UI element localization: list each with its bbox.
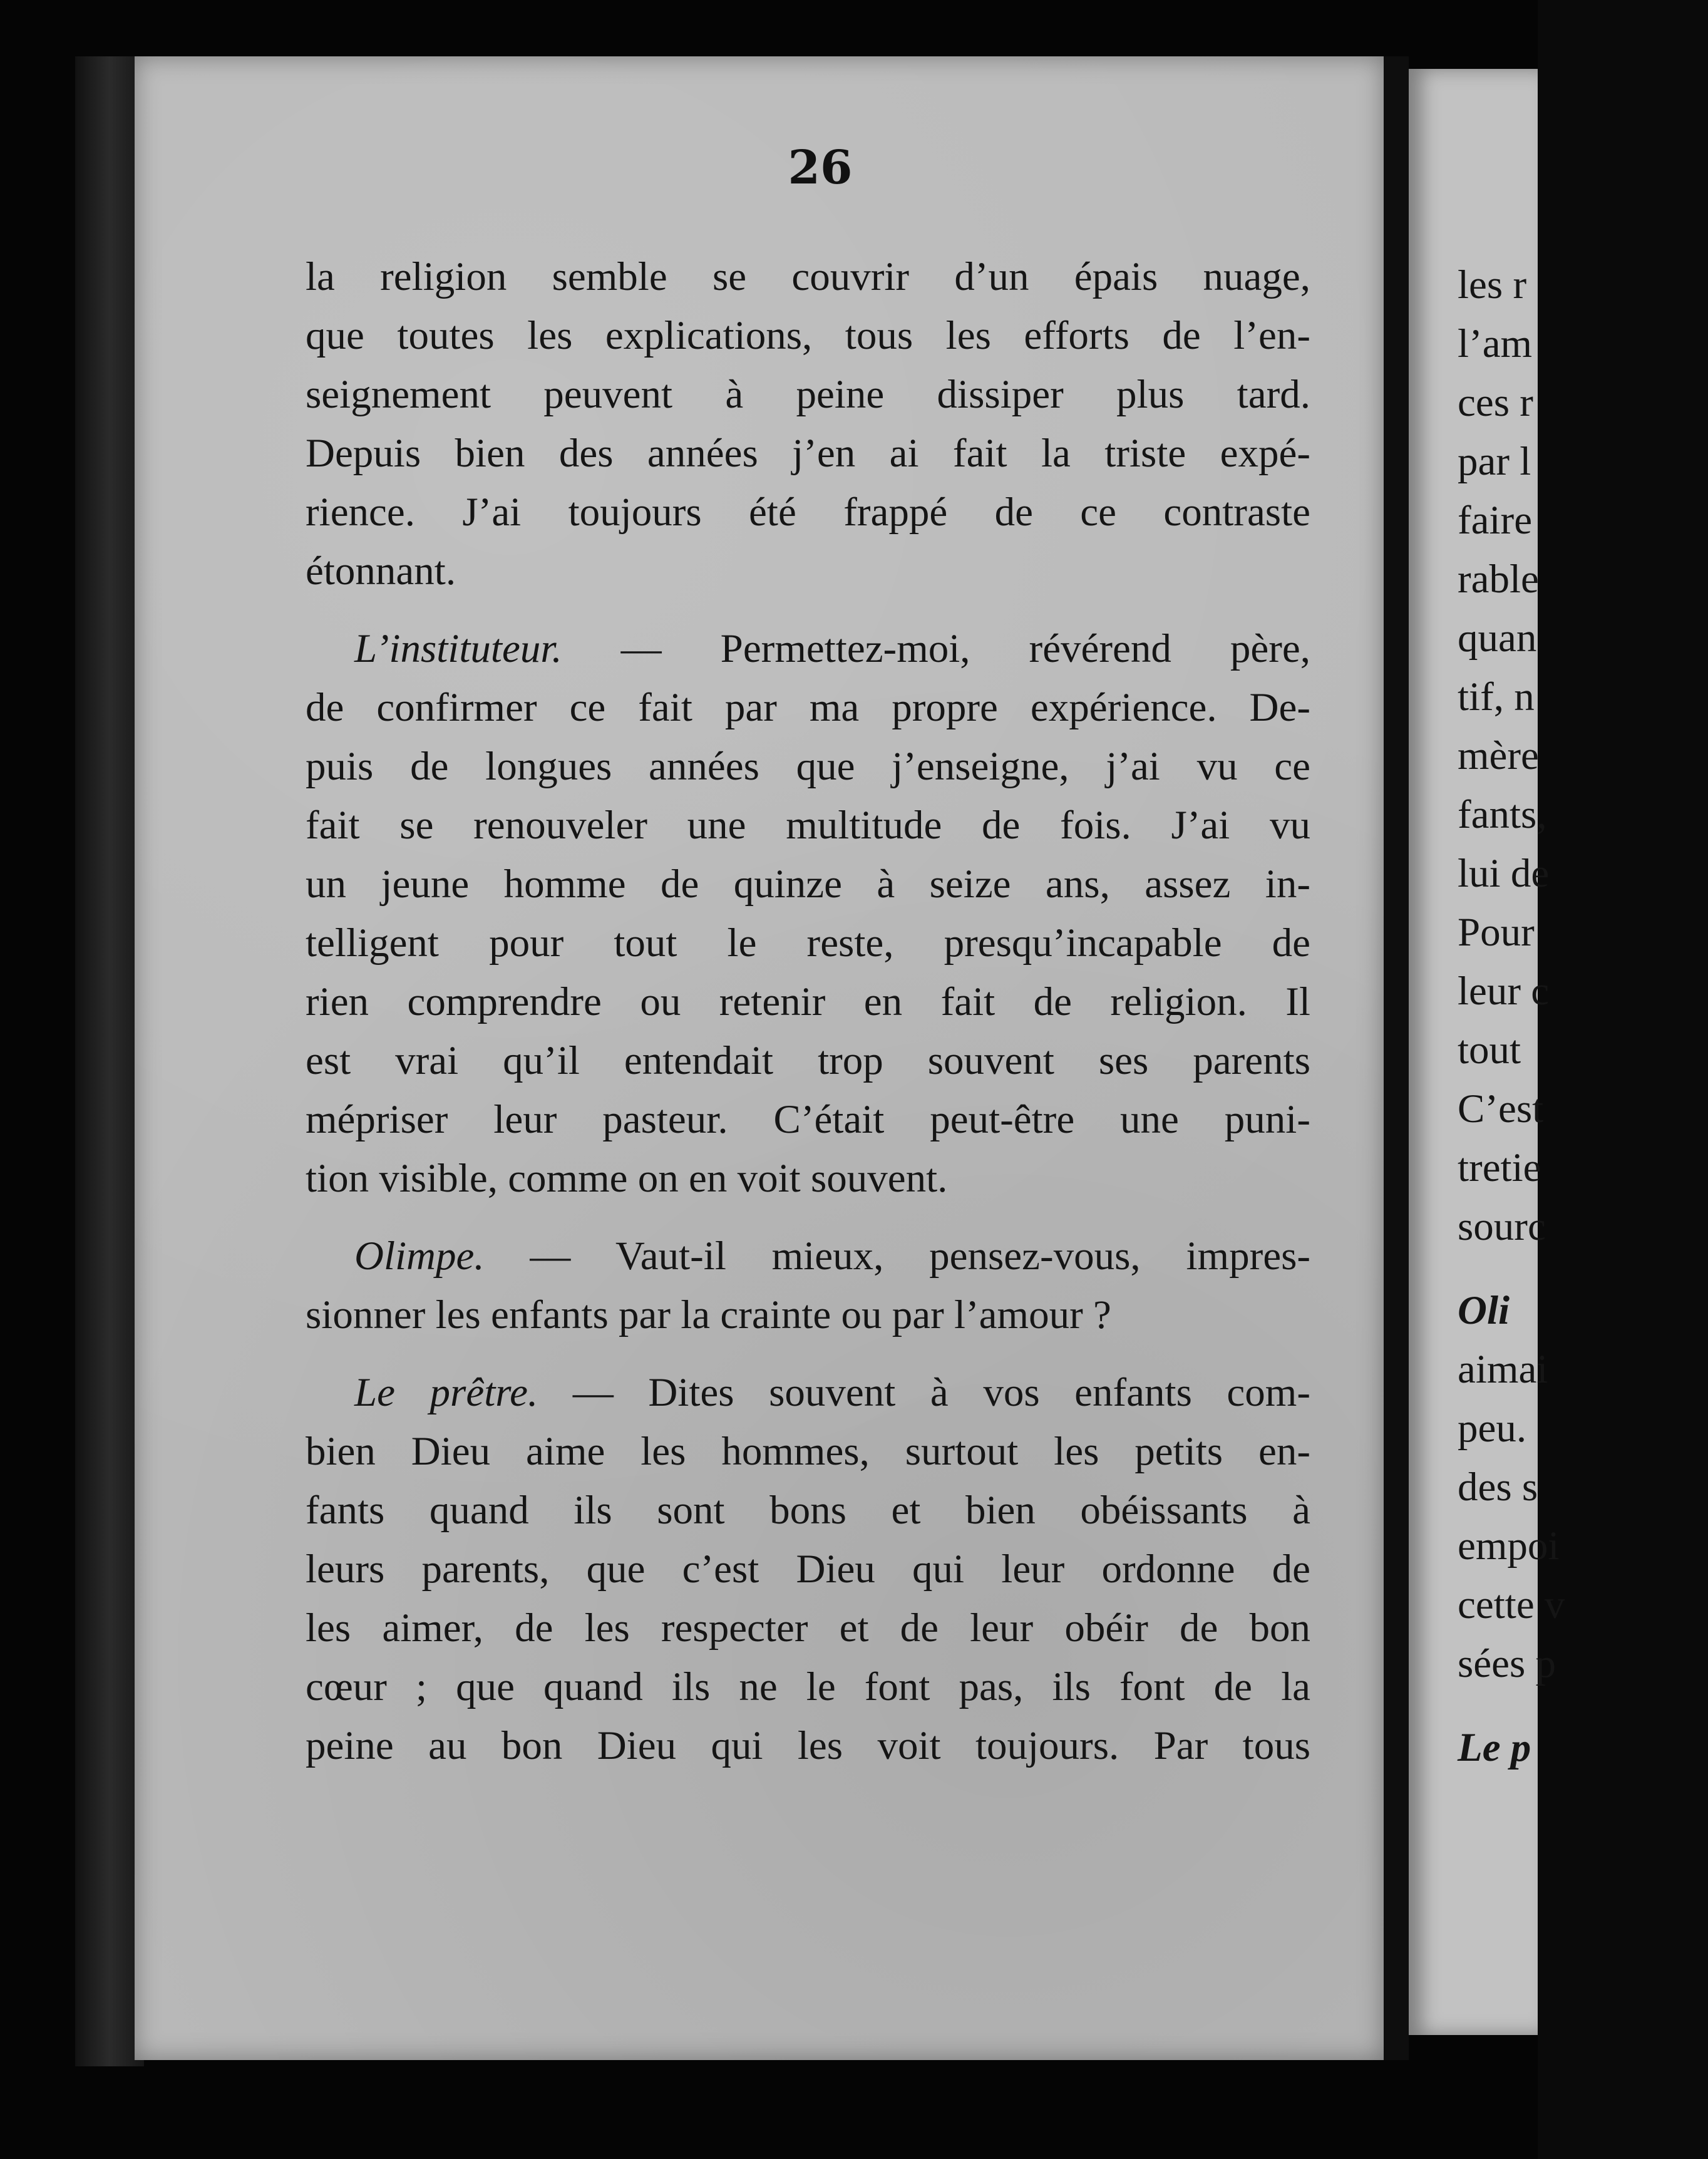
fragment-line: par l [1458, 439, 1531, 484]
page-text [306, 247, 1310, 1775]
fragment-line: fants, [1458, 792, 1547, 837]
text-line: bien Dieu aime les hommes, surtout les petits en- [306, 1429, 1310, 1474]
fragment-line: Oli [1458, 1288, 1510, 1333]
book-binding-edge [75, 56, 144, 2066]
fragment-line: l’am [1458, 321, 1533, 366]
fragment-line: aimai [1458, 1347, 1548, 1392]
speaker-name: Olimpe. [354, 1234, 485, 1279]
fragment-line: empoi [1458, 1523, 1560, 1569]
text-line: étonnant. [306, 549, 456, 594]
fragment-line: lui de [1458, 851, 1550, 896]
fragment-line: cette v [1458, 1582, 1565, 1627]
fragment-line: sourc [1458, 1204, 1546, 1249]
text-line: la religion semble se couvrir d’un épais nuage, [306, 254, 1310, 299]
fragment-line: C’est [1458, 1086, 1544, 1131]
fragment-line: Pour [1458, 910, 1535, 955]
fragment-line: les r [1458, 262, 1527, 307]
text-line: de confirmer ce fait par ma propre expérience. De- [306, 685, 1310, 730]
text-line: les aimer, de les respecter et de leur obéir de bon [306, 1605, 1310, 1651]
text-line: cœur ; que quand ils ne le font pas, ils font de la [306, 1664, 1310, 1709]
dialogue-text: — Dites souvent à vos enfants com- [572, 1370, 1310, 1415]
speaker-name: Le prêtre. [354, 1370, 538, 1415]
text-line: fait se renouveler une multitude de fois. J’ai vu [306, 803, 1310, 848]
fragment-line: sées p [1458, 1641, 1556, 1686]
text-line: tion visible, comme on en voit souvent. [306, 1156, 948, 1201]
fragment-line: ces r [1458, 380, 1533, 425]
text-line: seignement peuvent à peine dissiper plus tard. [306, 372, 1310, 417]
dialogue-text: — Permettez-moi, révérend père, [620, 626, 1310, 671]
dialogue-line [306, 1227, 1310, 1286]
fragment-line: leur c [1458, 969, 1550, 1014]
text-line: est vrai qu’il entendait trop souvent ses parents [306, 1038, 1310, 1083]
text-line: un jeune homme de quinze à seize ans, assez in- [306, 862, 1310, 907]
text-line: fants quand ils sont bons et bien obéissants à [306, 1488, 1310, 1533]
fragment-line: rable [1458, 557, 1539, 602]
dialogue-line [306, 1363, 1310, 1422]
dialogue-text: — Vaut-il mieux, pensez-vous, impres- [530, 1234, 1311, 1279]
fragment-line: des s [1458, 1465, 1538, 1510]
text-line: rience. J’ai toujours été frappé de ce contraste [306, 490, 1310, 535]
text-line: Depuis bien des années j’en ai fait la triste expé- [306, 431, 1310, 476]
fragment-line: Le p [1458, 1725, 1531, 1770]
fragment-line: mère [1458, 733, 1539, 778]
text-line: puis de longues années que j’enseigne, j’ai vu ce [306, 744, 1310, 789]
text-line: rien comprendre ou retenir en fait de religion. Il [306, 979, 1310, 1024]
page-number: 26 [788, 141, 853, 195]
text-line: telligent pour tout le reste, presqu’incapable de [306, 920, 1310, 966]
page-gutter [1384, 56, 1409, 2060]
fragment-line: tretie [1458, 1145, 1541, 1190]
adjacent-page-text [1458, 255, 1708, 1777]
text-line: leurs parents, que c’est Dieu qui leur ordonne de [306, 1547, 1310, 1592]
text-line: peine au bon Dieu qui les voit toujours. Par tous [306, 1723, 1310, 1768]
fragment-line: tif, n [1458, 674, 1535, 719]
fragment-line: peu. [1458, 1406, 1527, 1451]
text-line: sionner les enfants par la crainte ou par l’amour ? [306, 1292, 1111, 1337]
text-line: que toutes les explications, tous les efforts de l’en- [306, 313, 1310, 358]
fragment-line: faire [1458, 498, 1533, 543]
dialogue-line [306, 619, 1310, 678]
adjacent-page [1409, 69, 1565, 2035]
fragment-line: tout [1458, 1028, 1521, 1073]
fragment-line: quan [1458, 616, 1537, 661]
text-line: mépriser leur pasteur. C’était peut-être une puni- [306, 1097, 1310, 1142]
speaker-name: L’instituteur. [354, 626, 562, 671]
